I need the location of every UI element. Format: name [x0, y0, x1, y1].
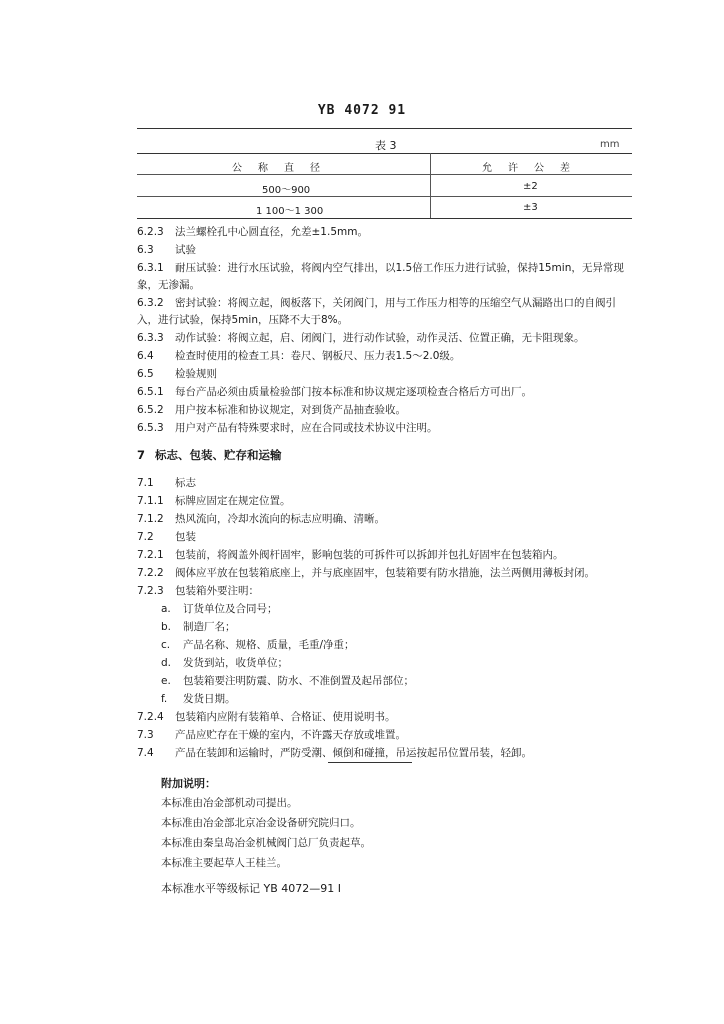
table-cell: 500～900 — [262, 185, 311, 196]
list-item: b. 制造厂名； — [161, 621, 236, 633]
clause-line: 7.1.2 热风流向，冷却水流向的标志应明确、清晰。 — [137, 513, 385, 525]
clause-line: 7.1 标志 — [137, 477, 196, 489]
list-item: a. 订货单位及合同号； — [161, 603, 278, 615]
clause-line: 7.3 产品应贮存在干燥的室内，不许露天存放或堆置。 — [137, 729, 406, 741]
standard-code: YB 4072 91 — [317, 103, 407, 118]
clause-line: 7.4 产品在装卸和运输时，严防受潮、倾倒和碰撞，吊运按起吊位置吊装，轻卸。 — [137, 747, 532, 759]
clause-line: 6.3.1 耐压试验：进行水压试验，将阀内空气排出，以1.5倍工作压力进行试验，保持15min，无异常现 — [137, 262, 624, 274]
notes-title: 附加说明： — [161, 777, 216, 790]
note-line: 本标准由冶金部北京冶金设备研究院归口。 — [161, 817, 361, 829]
clause-line: 6.3.3 动作试验：将阀立起，启、闭阀门，进行动作试验，动作灵活、位置正确，无卡阻现象。 — [137, 332, 585, 344]
note-line: 本标准主要起草人王桂兰。 — [161, 857, 287, 869]
section-heading: 7 标志、包装、贮存和运输 — [137, 448, 282, 462]
table-row-rule — [137, 196, 632, 197]
table-cell: ±2 — [523, 181, 538, 192]
list-item: d. 发货到站，收货单位； — [161, 657, 288, 669]
clause-line: 7.2.2 阀体应平放在包装箱底座上，并与底座固牢，包装箱要有防水措施，法兰两侧用薄板封闭。 — [137, 567, 595, 579]
header-rule — [137, 128, 632, 129]
table-unit: mm — [600, 139, 620, 150]
clause-line: 7.2.1 包装前，将阀盖外阀杆固牢，影响包装的可拆件可以拆卸并包扎好固牢在包装箱内。 — [137, 549, 564, 561]
clause-line-cont: 象，无渗漏。 — [137, 279, 200, 291]
list-item: c. 产品名称、规格、质量，毛重/净重； — [161, 639, 355, 651]
list-item: e. 包装箱要注明防震、防水、不准倒置及起吊部位； — [161, 675, 414, 687]
clause-line: 6.5.3 用户对产品有特殊要求时，应在合同或技术协议中注明。 — [137, 422, 438, 434]
note-line: 本标准由冶金部机动司提出。 — [161, 797, 298, 809]
list-item: f. 发货日期。 — [161, 693, 236, 705]
clause-line: 6.2.3 法兰螺栓孔中心圆直径，允差±1.5mm。 — [137, 226, 368, 238]
end-rule — [328, 762, 412, 763]
table-header-rule — [137, 174, 632, 175]
table-cell: 1 100～1 300 — [256, 206, 324, 217]
clause-line-cont: 入，进行试验，保持5min，压降不大于8%。 — [137, 314, 349, 326]
clause-line: 6.5.1 每台产品必须由质量检验部门按本标准和协议规定逐项检查合格后方可出厂。 — [137, 386, 532, 398]
table-title: 表 3 — [375, 139, 397, 152]
table-col-header: 允许公差 — [482, 163, 586, 174]
clause-line: 7.2 包装 — [137, 531, 196, 543]
standard-level-mark: 本标准水平等级标记 YB 4072—91 I — [161, 882, 341, 895]
clause-line: 6.3.2 密封试验：将阀立起，阀板落下，关闭阀门，用与工作压力相等的压缩空气从漏路出口的自阀引 — [137, 297, 616, 309]
clause-line: 6.5.2 用户按本标准和协议规定，对到货产品抽查验收。 — [137, 404, 406, 416]
table-cell: ±3 — [523, 202, 538, 213]
clause-line: 7.2.3 包装箱外要注明： — [137, 585, 259, 597]
clause-line: 6.5 检验规则 — [137, 368, 217, 380]
clause-line: 7.1.1 标牌应固定在规定位置。 — [137, 495, 291, 507]
clause-line: 6.3 试验 — [137, 244, 196, 256]
clause-line: 6.4 检查时使用的检查工具：卷尺、钢板尺、压力表1.5～2.0级。 — [137, 350, 461, 362]
note-line: 本标准由秦皇岛冶金机械阀门总厂负责起草。 — [161, 837, 371, 849]
clause-line: 7.2.4 包装箱内应附有装箱单、合格证、使用说明书。 — [137, 711, 396, 723]
table-col-header: 公称直径 — [232, 163, 336, 174]
table-divider — [430, 153, 431, 218]
